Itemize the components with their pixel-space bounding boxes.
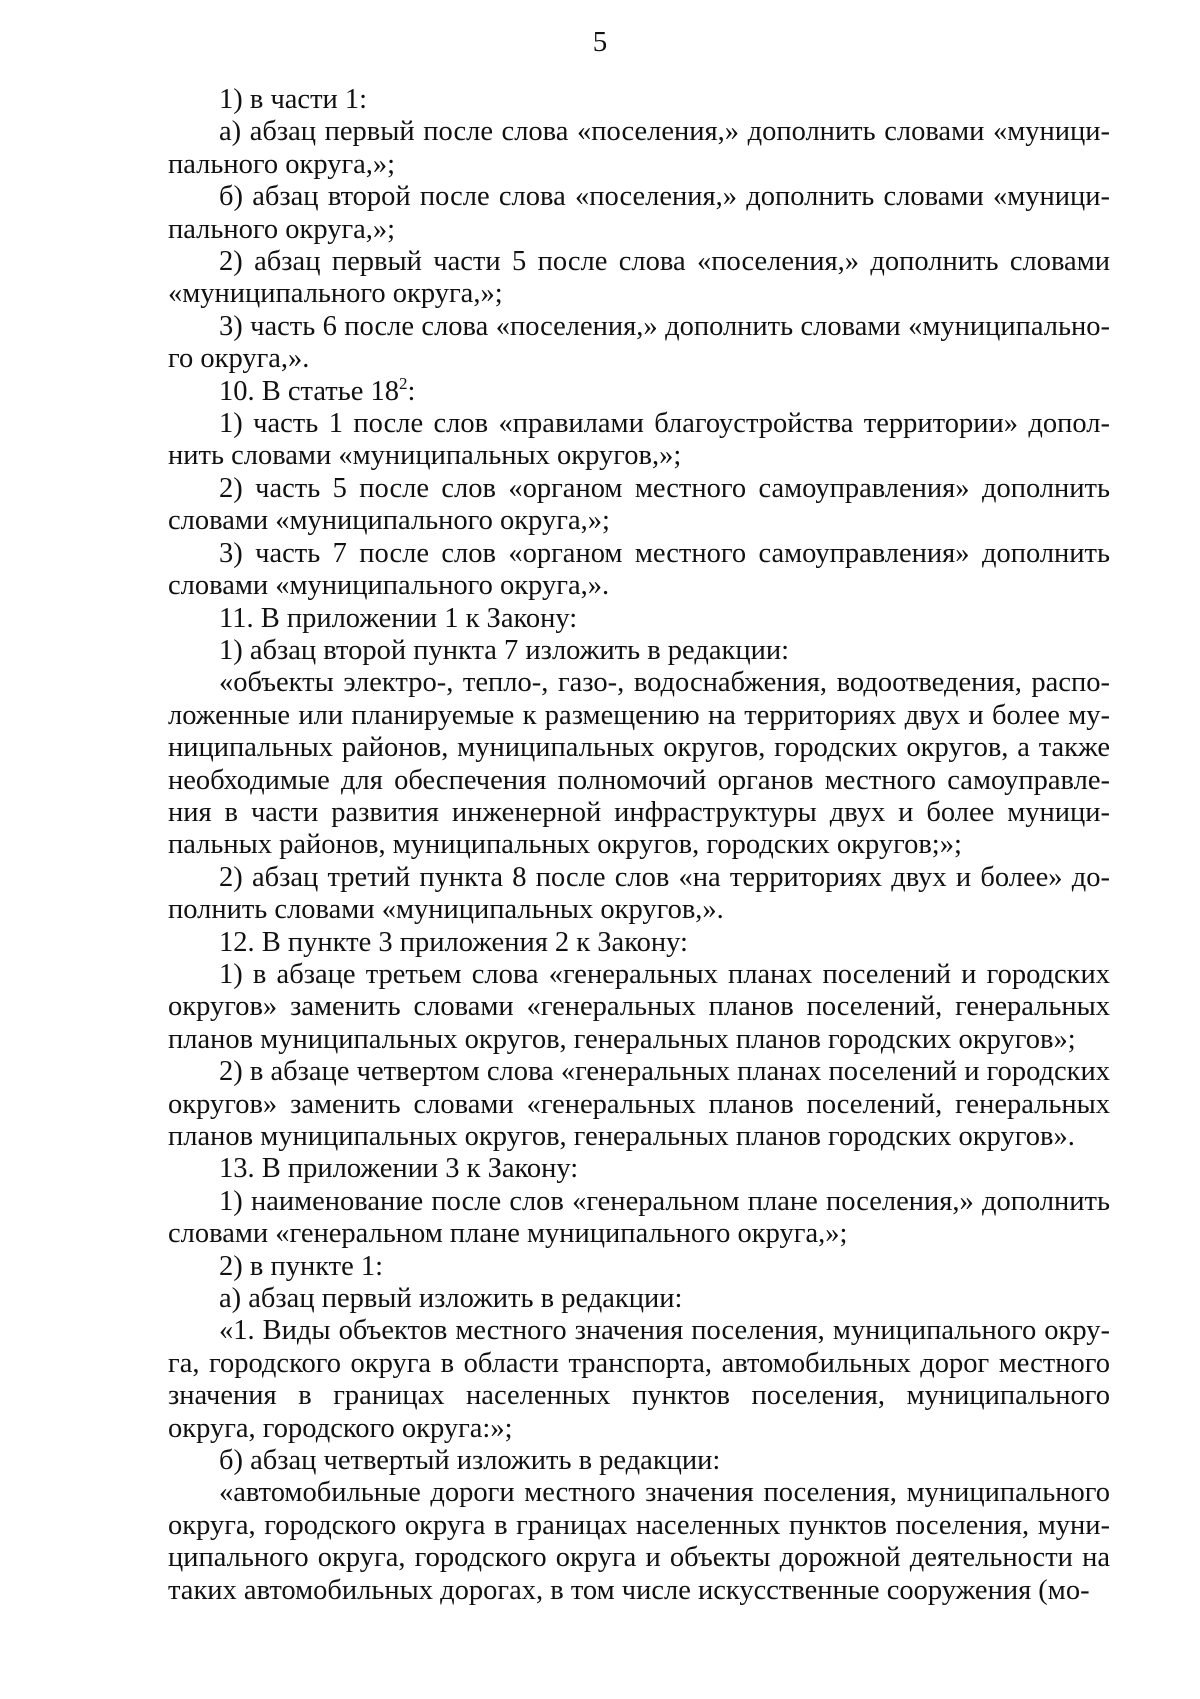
paragraph: 3) часть 6 после слова «поселения,» дополнить словами «муниципального округа,».: [168, 310, 1110, 375]
page-number: 5: [592, 26, 608, 58]
paragraph: «автомобильные дороги местного значения поселения, муниципального округа, городского округа в границах населенных пунктов поселения, муниципального округа, городского округа и объекты дорожной деятельности на таких автомобильных дорогах, в том числе искусственные сооружения (мо-: [168, 1477, 1110, 1606]
paragraph: 1) абзац второй пункта 7 изложить в редакции:: [219, 634, 789, 666]
article-heading-prefix: 10. В статье 18: [219, 375, 399, 407]
paragraph: б) абзац второй после слова «поселения,» дополнить словами «муниципального округа,»;: [168, 181, 1110, 245]
paragraph: 2) часть 5 после слов «органом местного самоуправления» дополнить словами «муниципального округа,»;: [168, 472, 1110, 537]
paragraph: 2) абзац третий пункта 8 после слов «на территориях двух и более» дополнить словами «муниципальных округов,».: [168, 861, 1110, 926]
paragraph: «1. Виды объектов местного значения поселения, муниципального округа, городского округа в области транспорта, автомобильных дорог местного значения в границах населенных пунктов поселения, муниципального округа, городского округа:»;: [168, 1315, 1110, 1444]
paragraph: 11. В приложении 1 к Закону:: [219, 602, 578, 634]
document-body: [168, 84, 1110, 1607]
paragraph: б) абзац четвертый изложить в редакции:: [219, 1445, 721, 1477]
paragraph: 1) часть 1 после слов «правилами благоустройства территории» дополнить словами «муниципальных округов,»;: [168, 408, 1110, 472]
article-heading-suffix: :: [407, 375, 416, 407]
paragraph: 1) наименование после слов «генеральном плане поселения,» дополнить словами «генеральном плане муниципального округа,»;: [168, 1185, 1110, 1250]
article-heading: [168, 373, 1110, 408]
paragraph: 2) абзац первый части 5 после слова «поселения,» дополнить словами «муниципального округа,»;: [168, 246, 1110, 310]
paragraph: 1) в части 1:: [219, 84, 368, 115]
paragraph: 12. В пункте 3 приложения 2 к Закону:: [219, 926, 688, 958]
paragraph: 2) в абзаце четвертом слова «генеральных планах поселений и городских округов» заменить словами «генеральных планов поселений, генеральных планов муниципальных округов, генеральных планов городских округов».: [168, 1056, 1110, 1152]
paragraph: а) абзац первый после слова «поселения,» дополнить словами «муниципального округа,»;: [168, 116, 1110, 180]
paragraph: 13. В приложении 3 к Закону:: [219, 1153, 579, 1185]
paragraph: а) абзац первый изложить в редакции:: [219, 1283, 683, 1315]
article-heading-superscript: 2: [398, 373, 408, 393]
paragraph: 2) в пункте 1:: [219, 1250, 384, 1282]
paragraph: 1) в абзаце третьем слова «генеральных планах поселений и городских округов» заменить словами «генеральных планов поселений, генеральных планов муниципальных округов, генеральных планов городских округов»;: [168, 958, 1110, 1055]
paragraph: 3) часть 7 после слов «органом местного самоуправления» дополнить словами «муниципального округа,».: [168, 537, 1110, 602]
paragraph: «объекты электро-, тепло-, газо-, водоснабжения, водоотведения, расположенные или планируемые к размещению на территориях двух и более муниципальных районов, муниципальных округов, городских округов, а также необходимые для обеспечения полномочий органов местного самоуправления в части развития инженерной инфраструктуры двух и более муниципальных районов, муниципальных округов, городских округов;»;: [168, 667, 1110, 861]
